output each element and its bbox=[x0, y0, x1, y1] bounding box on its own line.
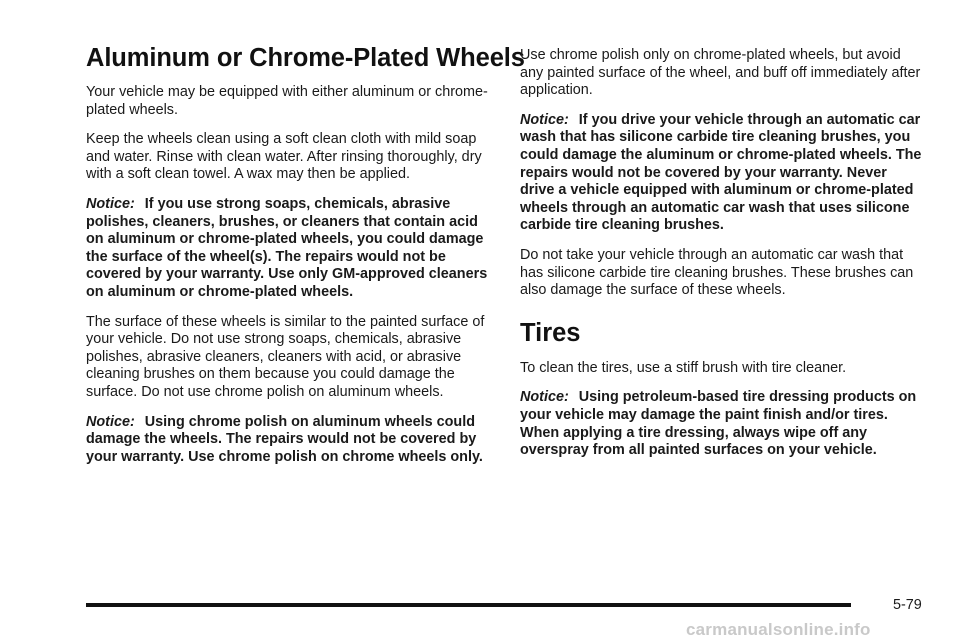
notice-text: Using petroleum-based tire dressing products on your vehicle may damage the paint finish and/or tires. When applying a tire dressing, always wipe off any overspray from all painted surfaces on your vehicle. bbox=[520, 389, 917, 459]
notice-soaps bbox=[86, 196, 492, 302]
notice-car-wash bbox=[520, 112, 924, 235]
paragraph-cleaning: Keep the wheels clean using a soft clean cloth with mild soap and water. Rinse with clean water. After rinsing thoroughly, dry with a soft clean towel. A wax may then be applied. bbox=[86, 131, 482, 183]
paragraph-surface: The surface of these wheels is similar to the painted surface of your vehicle. Do not use strong soaps, chemicals, abrasive polishes, abrasive cleaners, cleaners with acid, or abrasive cleaning brushes on them because you could damage the surface. Do not use chrome polish on aluminum wheels. bbox=[86, 313, 485, 400]
notice-tire-dressing bbox=[520, 389, 924, 459]
paragraph-tires: To clean the tires, use a stiff brush with tire cleaner. bbox=[520, 359, 847, 376]
footer-rule bbox=[86, 603, 851, 607]
left-body bbox=[86, 84, 492, 466]
section-title-tires: Tires bbox=[520, 318, 581, 347]
notice-label: Notice: bbox=[86, 195, 135, 212]
paragraph-chrome-polish: Use chrome polish only on chrome-plated wheels, but avoid any painted surface of the wheel, and buff off immediately after application. bbox=[520, 47, 921, 99]
notice-label: Notice: bbox=[520, 389, 569, 406]
notice-chrome-polish bbox=[86, 414, 492, 467]
notice-text: Using chrome polish on aluminum wheels could damage the wheels. The repairs would not be covered by your warranty. Use chrome polish on chrome wheels only. bbox=[86, 413, 483, 465]
notice-text: If you use strong soaps, chemicals, abrasive polishes, cleaners, brushes, or cleaners that contain acid on aluminum or chrome-plated wheels, you could damage the surface of the wheel(s). The repairs would not be covered by your warranty. Use only GM-approved cleaners on aluminum or chrome-plated wheels. bbox=[86, 195, 488, 300]
notice-label: Notice: bbox=[520, 111, 569, 128]
page-number: 5-79 bbox=[893, 597, 922, 613]
section-title-wheels: Aluminum or Chrome-Plated Wheels bbox=[86, 44, 525, 72]
notice-label: Notice: bbox=[86, 413, 135, 430]
paragraph-intro: Your vehicle may be equipped with either aluminum or chrome-plated wheels. bbox=[86, 84, 488, 118]
notice-text: If you drive your vehicle through an automatic car wash that has silicone carbide tire cleaning brushes, you could damage the aluminum or chrome-plated wheels. The repairs would not be covered by your warranty. Never drive a vehicle equipped with aluminum or chrome-plated wheels through an automatic car wash that uses silicone carbide tire cleaning brushes. bbox=[520, 111, 922, 234]
watermark: carmanualsonline.info bbox=[686, 620, 871, 639]
paragraph-car-wash: Do not take your vehicle through an automatic car wash that has silicone carbide tire cleaning brushes. These brushes can also damage the surface of these wheels. bbox=[520, 246, 914, 299]
right-body bbox=[520, 47, 924, 460]
